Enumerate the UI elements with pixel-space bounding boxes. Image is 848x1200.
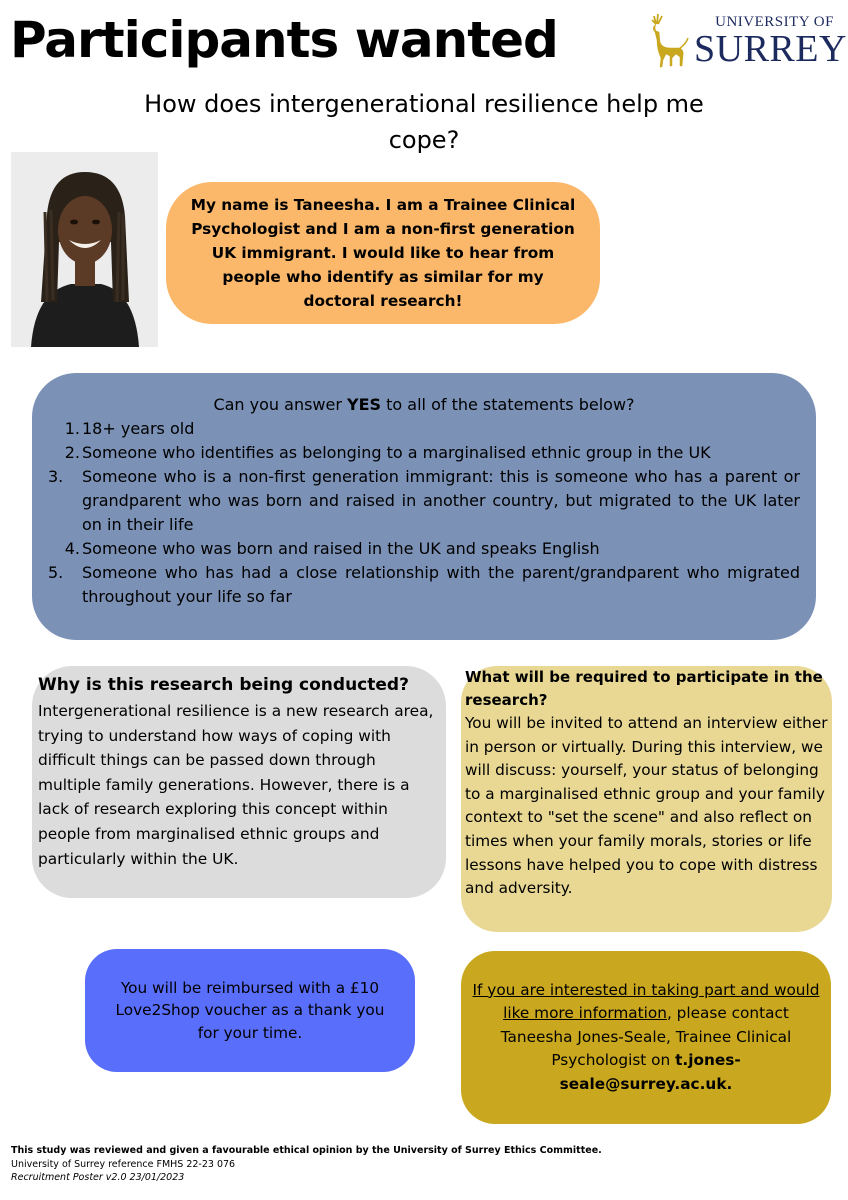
university-logo [644, 12, 847, 70]
researcher-intro-callout [166, 182, 600, 324]
why-research-heading: Why is this research being conducted? [38, 675, 409, 695]
eligibility-item-number: 2. [64, 443, 80, 462]
researcher-photo [11, 152, 158, 347]
eligibility-lead-yes: YES [347, 395, 382, 414]
contact-details-text: , please contact Taneesha Jones-Seale, Trainee Clinical Psychologist on [500, 1004, 792, 1070]
participation-requirements-box [461, 666, 832, 932]
eligibility-item [48, 537, 800, 561]
researcher-intro-text: My name is Taneesha. I am a Trainee Clinical Psychologist and I am a non-first generation UK immigrant. I would like to hear from people who identify as similar for my doctoral research! [190, 196, 576, 310]
ethics-reference: University of Surrey reference FMHS 22-23 076 [11, 1158, 236, 1170]
poster-title: Participants wanted [10, 11, 558, 69]
eligibility-item [48, 465, 800, 537]
eligibility-item-number: 1. [64, 419, 80, 438]
eligibility-item [48, 441, 800, 465]
eligibility-item-text: Someone who identifies as belonging to a marginalised ethnic group in the UK [82, 443, 711, 462]
why-research-box [32, 666, 446, 898]
ethics-footer [11, 1144, 771, 1185]
ethics-approval-note: This study was reviewed and given a favourable ethical opinion by the University of Surrey Ethics Committee. [11, 1145, 602, 1156]
participation-requirements-heading: What will be required to participate in the research? [465, 668, 823, 709]
research-question: How does intergenerational resilience help me cope? [144, 90, 704, 154]
eligibility-item [48, 417, 800, 441]
reimbursement-text: You will be reimbursed with a £10 Love2Shop voucher as a thank you for your time. [115, 978, 385, 1042]
participation-requirements-body: You will be invited to attend an interview either in person or virtually. During this interview, we will discuss: yourself, your status of belonging to a marginalised ethnic group and your family context to "set the scene" and also reflect on times when your family morals, stories or life lessons have helped you to cope with distress and adversity. [465, 714, 828, 898]
contact-text [471, 979, 821, 1097]
logo-line-2: SURREY [694, 28, 847, 70]
eligibility-lead [48, 393, 800, 417]
university-wordmark [694, 14, 847, 70]
stag-icon [644, 12, 690, 70]
eligibility-criteria-box [32, 373, 816, 640]
contact-email-link[interactable]: t.jones-seale@surrey.ac.uk. [559, 1051, 741, 1093]
eligibility-lead-start: Can you answer [213, 395, 348, 414]
eligibility-item-text: Someone who is a non-first generation immigrant: this is someone who has a parent or grandparent who was born and raised in another country, but migrated to the UK later on in their life [82, 467, 800, 534]
eligibility-lead-end: to all of the statements below? [381, 395, 635, 414]
poster-version: Recruitment Poster v2.0 23/01/2023 [11, 1172, 185, 1183]
eligibility-item-number: 3. [48, 467, 64, 486]
eligibility-item-number: 5. [48, 563, 64, 582]
contact-box [461, 951, 831, 1124]
eligibility-item-number: 4. [64, 539, 80, 558]
eligibility-item-text: Someone who has had a close relationship with the parent/grandparent who migrated throughout your life so far [82, 563, 800, 606]
why-research-body: Intergenerational resilience is a new research area, trying to understand how ways of coping with difficult things can be passed down through multiple family generations. However, there is a lack of research exploring this concept within people from marginalised ethnic groups and particularly within the UK. [38, 702, 434, 868]
logo-line-1: UNIVERSITY OF [715, 14, 834, 30]
eligibility-item [48, 561, 800, 609]
eligibility-item-text: Someone who was born and raised in the UK and speaks English [82, 539, 600, 558]
contact-interest-text: If you are interested in taking part and would like more information [472, 980, 820, 1023]
eligibility-list [48, 417, 800, 609]
eligibility-item-text: 18+ years old [82, 419, 195, 438]
reimbursement-box [85, 949, 415, 1072]
portrait-illustration [11, 152, 158, 347]
